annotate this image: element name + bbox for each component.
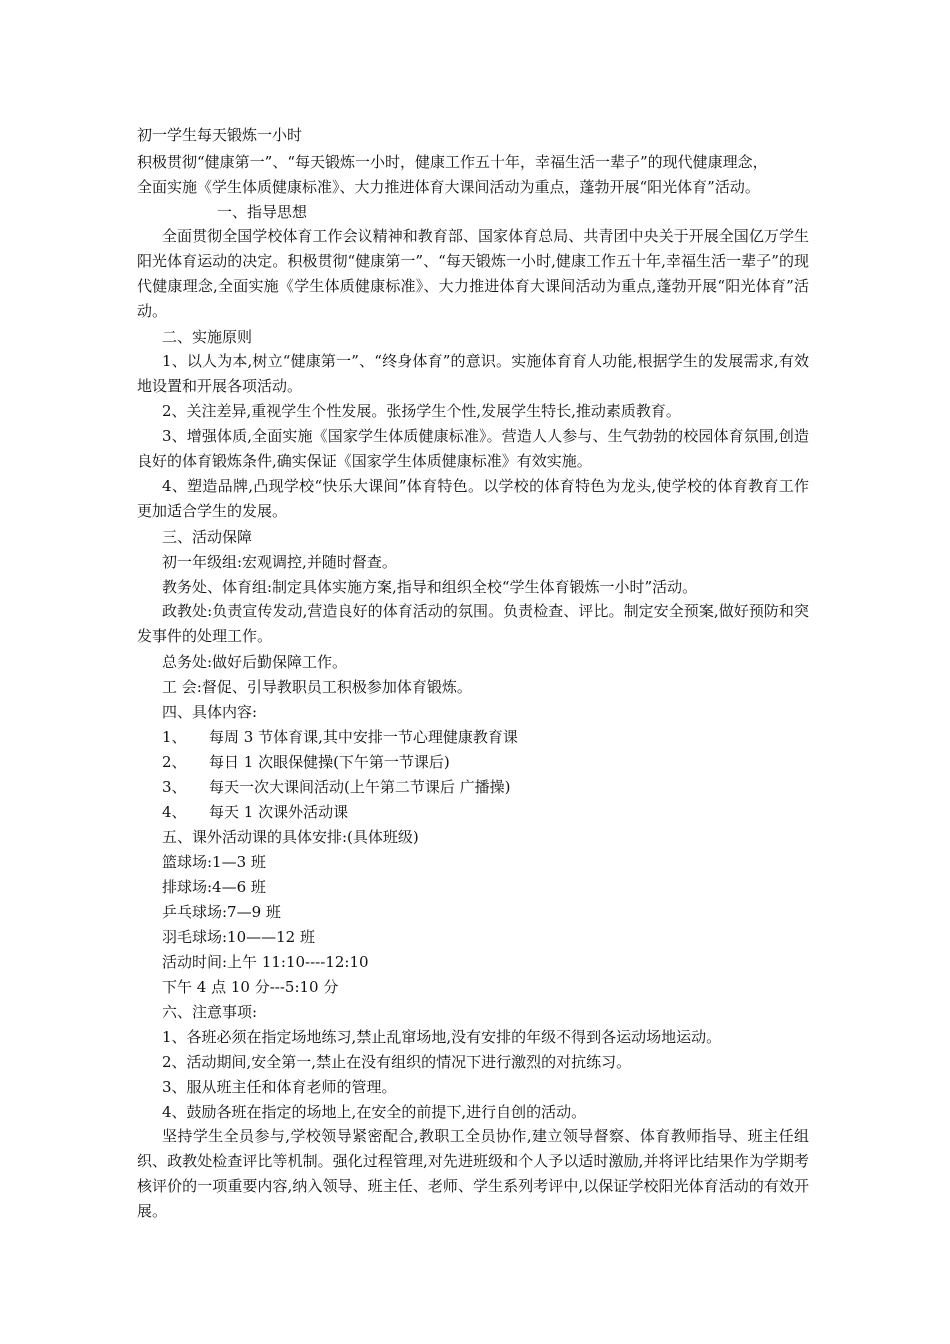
- section-2-heading: 二、实施原则: [162, 328, 253, 346]
- intro-line-2: 全面实施《学生体质健康标准》、大力推进体育大课间活动为重点，蓬勃开展“阳光体育”活动。: [137, 178, 760, 196]
- notice-line: 1、各班必须在指定场地练习,禁止乱窜场地,没有安排的年级不得到各运动场地运动。: [162, 1028, 722, 1046]
- section-3-paragraph-1: 初一年级组:宏观调控,并随时督查。: [162, 553, 397, 571]
- section-3-paragraph-5: 工 会:督促、引导教职员工积极参加体育锻炼。: [162, 678, 472, 696]
- section-3-heading: 三、活动保障: [162, 528, 253, 546]
- section-3-paragraph-3: 政教处:负责宣传发动,营造良好的体育活动的氛围。负责检查、评比。制定安全预案,做好预防和突发事件的处理工作。: [137, 602, 809, 645]
- list-item: [162, 777, 510, 797]
- list-item: [162, 752, 450, 772]
- list-item: [162, 802, 348, 822]
- section-2-paragraph-3: 3、增强体质,全面实施《国家学生体质健康标准》。营造人人参与、生气勃勃的校园体育氛围,创造良好的体育锻炼条件,确实保证《国家学生体质健康标准》有效实施。: [137, 427, 809, 470]
- schedule-line: 羽毛球场:10——12 班: [162, 928, 315, 946]
- list-item-text: 每天一次大课间活动(上午第二节课后 广播操): [209, 778, 511, 796]
- section-5-heading: 五、课外活动课的具体安排:(具体班级): [162, 828, 419, 846]
- schedule-line: 下午 4 点 10 分---5:10 分: [162, 978, 339, 996]
- section-2-paragraph-1: 1、以人为本,树立“健康第一”、“终身体育”的意识。实施体育育人功能,根据学生的发展需求,有效地设置和开展各项活动。: [137, 352, 809, 395]
- schedule-line: 篮球场:1—3 班: [162, 853, 266, 871]
- list-item-number: 1、: [162, 728, 187, 746]
- schedule-line: 排球场:4—6 班: [162, 878, 266, 896]
- closing-paragraph: 坚持学生全员参与,学校领导紧密配合,教职工全员协作,建立领导督察、体育教师指导、班主任组织、政教处检查评比等机制。强化过程管理,对先进班级和个人予以适时激励,并将评比结果作为学期考核评价的一项重要内容,纳入领导、班主任、老师、学生系列考评中,以保证学校阳光体育活动的有效开展。: [137, 1127, 809, 1220]
- section-1-heading: 一、指导思想: [217, 203, 308, 221]
- list-item-text: 每日 1 次眼保健操(下午第一节课后): [209, 753, 450, 771]
- list-item-text: 每天 1 次课外活动课: [209, 803, 349, 821]
- list-item-number: 2、: [162, 753, 187, 771]
- intro-line-1: 积极贯彻“健康第一”、“每天锻炼一小时，健康工作五十年，幸福生活一辈子”的现代健康理念，: [137, 153, 768, 171]
- section-3-paragraph-4: 总务处:做好后勤保障工作。: [162, 653, 348, 671]
- section-6-heading: 六、注意事项:: [162, 1003, 258, 1021]
- schedule-line: 乒乓球场:7—9 班: [162, 903, 281, 921]
- notice-line: 4、鼓励各班在指定的场地上,在安全的前提下,进行自创的活动。: [162, 1103, 587, 1121]
- list-item-text: 每周 3 节体育课,其中安排一节心理健康教育课: [209, 728, 518, 746]
- section-4-heading: 四、具体内容:: [162, 703, 258, 721]
- list-item-number: 4、: [162, 803, 187, 821]
- section-2-paragraph-2: 2、关注差异,重视学生个性发展。张扬学生个性,发展学生特长,推动素质教育。: [162, 402, 681, 420]
- section-2-paragraph-4: 4、塑造品牌,凸现学校“快乐大课间”体育特色。以学校的体育特色为龙头,使学校的体育教育工作更加适合学生的发展。: [137, 477, 809, 520]
- list-item-number: 3、: [162, 778, 187, 796]
- notice-line: 2、活动期间,安全第一,禁止在没有组织的情况下进行激烈的对抗练习。: [162, 1053, 632, 1071]
- list-item: [162, 727, 518, 747]
- section-3-paragraph-2: 教务处、体育组:制定具体实施方案,指导和组织全校“学生体育锻炼一小时”活动。: [162, 578, 698, 596]
- schedule-line: 活动时间:上午 11:10----12:10: [162, 953, 369, 971]
- section-1-body: 全面贯彻全国学校体育工作会议精神和教育部、国家体育总局、共青团中央关于开展全国亿万学生阳光体育运动的决定。积极贯彻“健康第一”、“每天锻炼一小时,健康工作五十年,幸福生活一辈子”的现代健康理念,全面实施《学生体质健康标准》、大力推进体育大课间活动为重点,蓬勃开展“阳光体育”活动。: [137, 227, 809, 320]
- document-title: 初一学生每天锻炼一小时: [137, 126, 303, 144]
- notice-line: 3、服从班主任和体育老师的管理。: [162, 1078, 397, 1096]
